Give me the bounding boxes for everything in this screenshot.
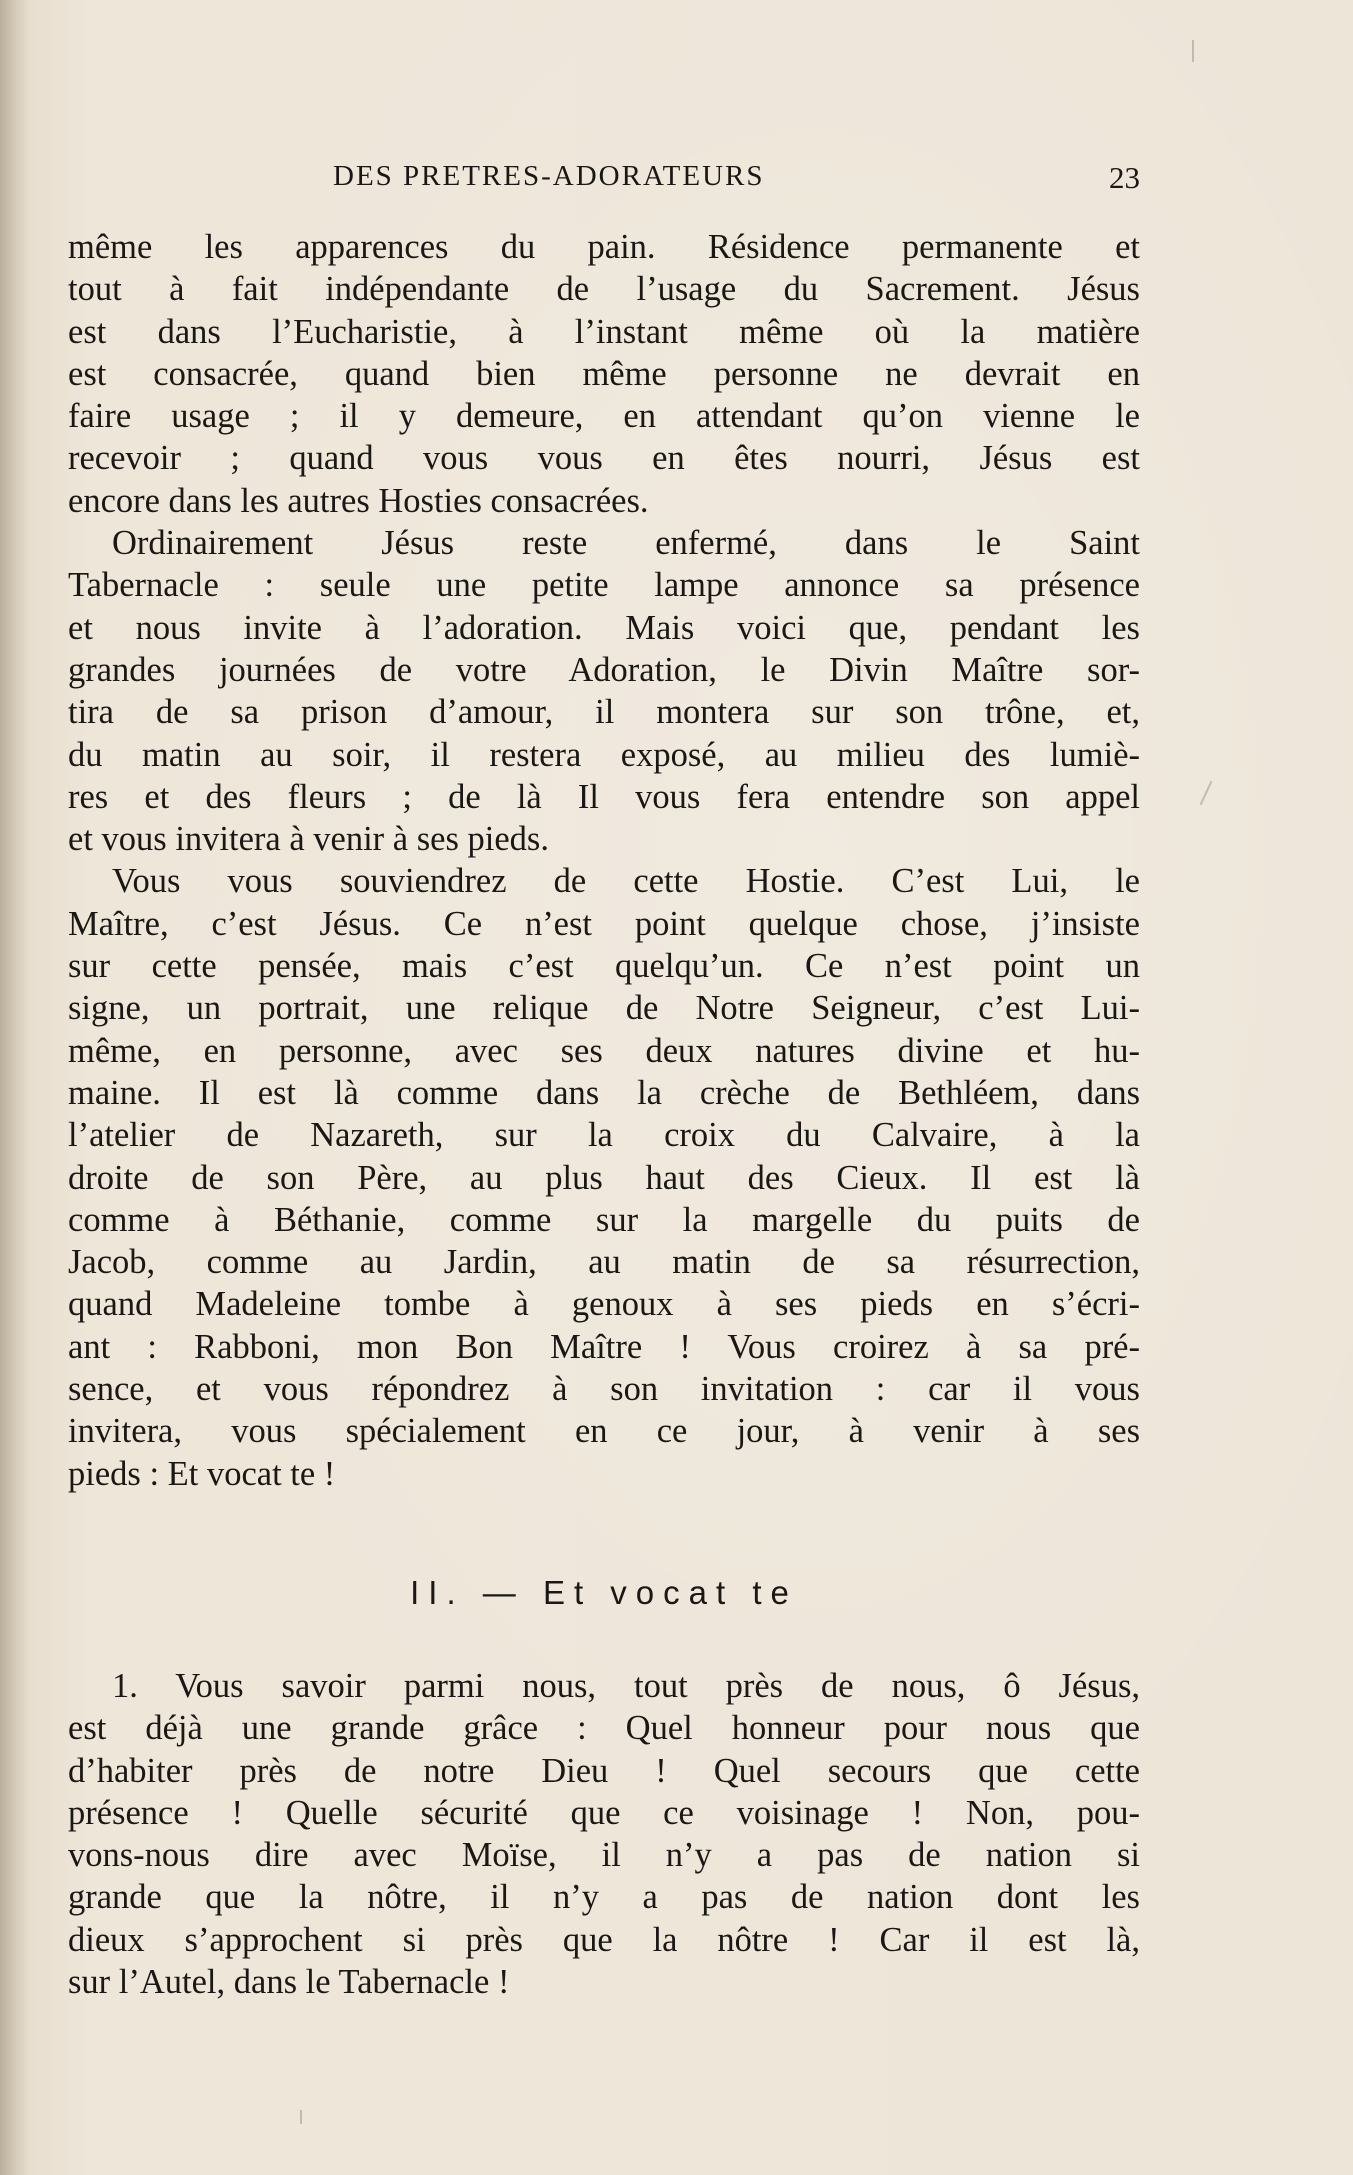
paper-speck — [300, 2110, 302, 2124]
text-line: sur cette pensée, mais c’est quelqu’un. Ce n’est point un — [68, 947, 1140, 986]
text-line: Ordinairement Jésus reste enfermé, dans le Saint — [112, 524, 1140, 563]
text-line: Jacob, comme au Jardin, au matin de sa résurrection, — [68, 1243, 1140, 1282]
text-line: et nous invite à l’adoration. Mais voici que, pendant les — [68, 608, 1140, 647]
text-line: et vous invitera à venir à ses pieds. — [68, 820, 549, 859]
running-title: DES PRETRES-ADORATEURS — [333, 160, 765, 192]
text-line: tout à fait indépendante de l’usage du Sacrement. Jésus — [68, 270, 1140, 309]
text-line: Tabernacle : seule une petite lampe annonce sa présence — [68, 566, 1140, 605]
paragraph — [68, 522, 1140, 860]
section-text — [68, 1665, 1140, 2003]
paper-speck — [1200, 781, 1213, 805]
text-line: est consacrée, quand bien même personne ne devrait en — [68, 354, 1140, 393]
text-line: vons-nous dire avec Moïse, il n’y a pas de nation si — [68, 1836, 1140, 1875]
text-line: d’habiter près de notre Dieu ! Quel secours que cette — [68, 1751, 1140, 1790]
text-line: pieds : Et vocat te ! — [68, 1454, 336, 1493]
text-line: quand Madeleine tombe à genoux à ses pieds en s’écri- — [68, 1285, 1140, 1324]
text-line: est déjà une grande grâce : Quel honneur pour nous que — [68, 1709, 1140, 1748]
text-line: encore dans les autres Hosties consacrées. — [68, 481, 649, 520]
text-line: sence, et vous répondrez à son invitation : car il vous — [68, 1370, 1140, 1409]
page-header — [68, 160, 1140, 204]
section-heading: II. — Et vocat te — [410, 1574, 798, 1611]
text-line: maine. Il est là comme dans la crèche de Bethléem, dans — [68, 1073, 1140, 1112]
page-number: 23 — [1109, 160, 1140, 195]
text-line: du matin au soir, il restera exposé, au milieu des lumiè- — [68, 735, 1140, 774]
text-line: res et des fleurs ; de là Il vous fera entendre son appel — [68, 777, 1140, 816]
text-line: tira de sa prison d’amour, il montera sur son trône, et, — [68, 693, 1140, 732]
text-line: présence ! Quelle sécurité que ce voisinage ! Non, pou- — [68, 1793, 1140, 1832]
text-line: signe, un portrait, une relique de Notre Seigneur, c’est Lui- — [68, 989, 1140, 1028]
text-line: sur l’Autel, dans le Tabernacle ! — [68, 1963, 510, 2002]
text-line: même les apparences du pain. Résidence permanente et — [68, 228, 1140, 266]
page-spine-shadow — [0, 0, 28, 2175]
text-line: faire usage ; il y demeure, en attendant qu’on vienne le — [68, 397, 1140, 436]
text-line: ant : Rabboni, mon Bon Maître ! Vous croirez à sa pré- — [68, 1327, 1140, 1366]
text-line: recevoir ; quand vous vous en êtes nourri, Jésus est — [68, 439, 1140, 478]
text-line: Maître, c’est Jésus. Ce n’est point quelque chose, j’insiste — [68, 904, 1140, 943]
main-text — [68, 226, 1140, 1495]
text-line: comme à Béthanie, comme sur la margelle du puits de — [68, 1200, 1140, 1239]
text-line: grandes journées de votre Adoration, le Divin Maître sor- — [68, 650, 1140, 689]
paragraph — [68, 860, 1140, 1494]
text-line: 1. Vous savoir parmi nous, tout près de nous, ô Jésus, — [112, 1667, 1140, 1705]
text-line: invitera, vous spécialement en ce jour, à venir à ses — [68, 1412, 1140, 1451]
text-line: dieux s’approchent si près que la nôtre ! Car il est là, — [68, 1920, 1140, 1959]
text-line: grande que la nôtre, il n’y a pas de nation dont les — [68, 1878, 1140, 1917]
paragraph — [68, 1665, 1140, 2003]
paragraph — [68, 226, 1140, 522]
text-line: droite de son Père, au plus haut des Cieux. Il est là — [68, 1158, 1140, 1197]
text-line: est dans l’Eucharistie, à l’instant même où la matière — [68, 312, 1140, 351]
paper-speck — [1192, 40, 1194, 62]
text-line: même, en personne, avec ses deux natures divine et hu- — [68, 1031, 1140, 1070]
text-line: l’atelier de Nazareth, sur la croix du Calvaire, à la — [68, 1116, 1140, 1155]
text-line: Vous vous souviendrez de cette Hostie. C’est Lui, le — [112, 862, 1140, 901]
